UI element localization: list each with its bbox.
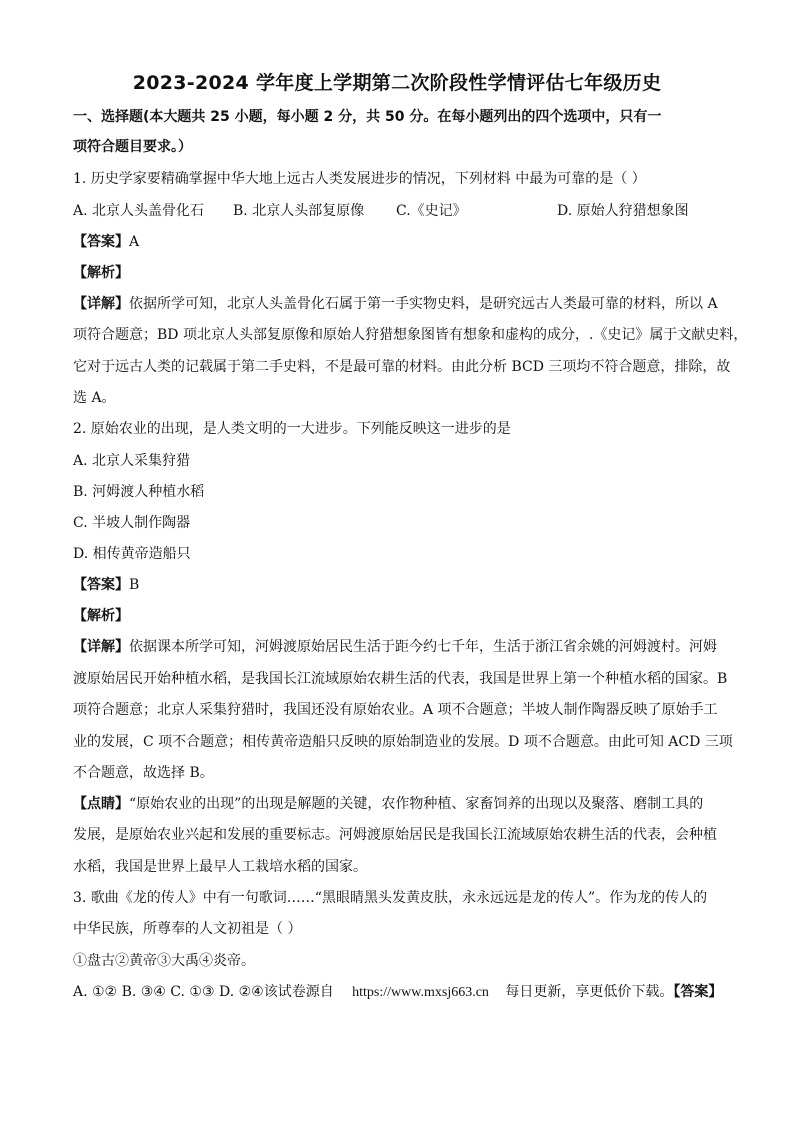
q1-answer-tag: 【答案】 [73,234,129,250]
q2-tip-tag: 【点睛】 [73,796,129,812]
q1-option-a: A. 北京人头盖骨化石 [73,203,205,219]
q1-analysis-tag: 【解析】 [73,265,129,281]
q2-answer [73,575,723,595]
q3-options: A. ①② B. ③④ C. ①③ D. ②④该试卷源自 [73,984,334,1000]
q2-answer-value: B [129,577,140,593]
q1-detail-line4: 选 A。 [73,390,116,406]
q2-answer-tag: 【答案】 [73,577,129,593]
q3-options-line [73,982,723,1003]
q2-detail-text1: 依据课本所学可知，河姆渡原始居民生活于距今约七千年，生活于浙江省余姚的河姆渡村。河姆 [129,639,717,655]
download-notice: 每日更新，享更低价下载。 [505,984,674,1000]
q2-detail-line4: 业的发展，C 项不合题意；相传黄帝造船只反映的原始制造业的发展。D 项不合题意。由此可知 ACD 三项 [73,734,733,750]
q2-option-a: A. 北京人采集狩猎 [73,453,191,469]
q2-detail-tag: 【详解】 [73,639,129,655]
q2-tip-line2: 发展，是原始农业兴起和发展的重要标志。河姆渡原始居民是我国长江流域原始农耕生活的代表，会种植 [73,827,717,843]
q1-detail-line3: 它对于远古人类的记载属于第二手史料，不是最可靠的材料。由此分析 BCD 三项均不符合题意，排除，故 [73,359,731,375]
source-link[interactable]: https://www.mxsj663.cn [352,985,489,1000]
q2-stem: 2. 原始农业的出现，是人类文明的一大进步。下列能反映这一进步的是 [73,421,511,437]
q2-option-d: D. 相传黄帝造船只 [73,546,191,562]
q1-stem: 1. 历史学家要精确掌握中华大地上远古人类发展进步的情况，下列材料 中最为可靠的是（ ） [73,171,646,187]
q2-detail-line1 [73,637,723,657]
q1-detail-tag: 【详解】 [73,296,129,312]
q2-detail-line3: 项符合题意；北京人采集狩猎时，我国还没有原始农业。A 项不合题意；半坡人制作陶器反映了原始手工 [73,702,718,718]
q2-option-b: B. 河姆渡人种植水稻 [73,484,205,500]
q1-detail-text1: 依据所学可知，北京人头盖骨化石属于第一手实物史料，是研究远古人类最可靠的材料，所以 A [129,296,718,312]
section-heading-line2: 项符合题目要求。） [73,139,192,155]
q2-option-c: C. 半坡人制作陶器 [73,515,191,531]
section-heading-line1: 一、选择题(本大题共 25 小题，每小题 2 分，共 50 分。在每小题列出的四个选项中，只有一 [73,109,662,125]
q1-option-c: C.《史记》 [396,203,467,219]
q2-tip-text1: “原始农业的出现”的出现是解题的关键，农作物种植、家畜饲养的出现以及聚落、磨制工具的 [129,796,704,812]
q2-tip-line1 [73,794,723,814]
q1-detail-line2: 项符合题意；BD 项北京人头部复原像和原始人狩猎想象图皆有想象和虚构的成分，.《史记》属于文献史料， [73,327,748,343]
q1-option-d: D. 原始人狩猎想象图 [557,203,689,219]
q3-answer-tag: 【答案】 [673,984,723,1000]
q1-answer [73,232,723,252]
q1-option-b: B. 北京人头部复原像 [233,203,365,219]
q2-tip-line3: 水稻，我国是世界上最早人工栽培水稻的国家。 [73,859,367,875]
q3-stem-line1: 3. 歌曲《龙的传人》中有一句歌词……“黑眼睛黑头发黄皮肤，永永远远是龙的传人”。作为龙的传人的 [73,890,708,906]
page-title: 2023-2024 学年度上学期第二次阶段性学情评估七年级历史 [132,72,662,94]
q2-detail-line5: 不合题意，故选择 B。 [73,765,214,781]
q3-stem-line2: 中华民族，所尊奉的人文初祖是（ ） [73,921,302,937]
q1-answer-value: A [129,234,140,250]
q2-analysis-tag: 【解析】 [73,608,129,624]
q3-items: ①盘古②黄帝③大禹④炎帝。 [73,953,255,969]
q2-detail-line2: 渡原始居民开始种植水稻，是我国长江流域原始农耕生活的代表，我国是世界上第一个种植水稻的国家。B [73,671,728,687]
q1-detail-line1 [73,294,723,314]
